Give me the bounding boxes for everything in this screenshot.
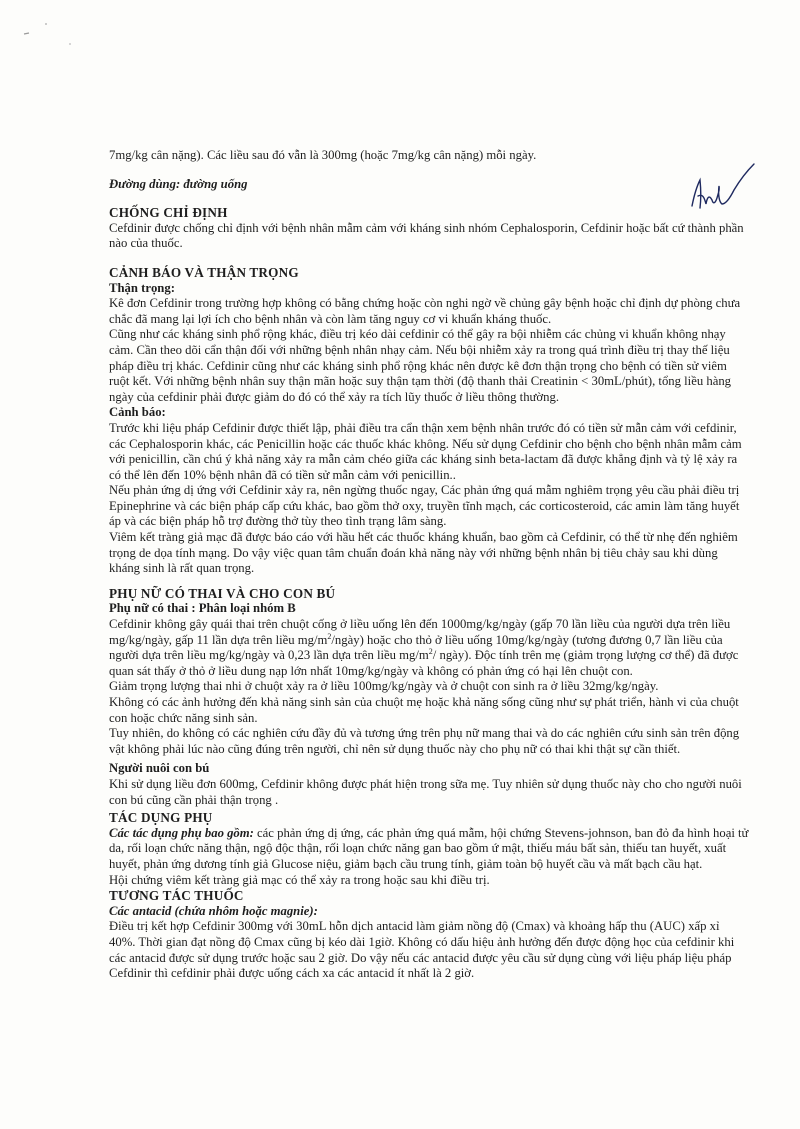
- side-effects-text-2: Hội chứng viêm kết tràng giả mạc có thể xảy ra trong hoặc sau khi điều trị.: [109, 872, 490, 887]
- pregnancy-paragraph-4: Tuy nhiên, do không có các nghiên cứu đầy đủ và tương ứng trên phụ nữ mang thai và do các nghiên cứu sinh sản trên động vật không phải lúc nào cũng đúng trên người, chỉ nên sử dụng thuốc này cho phụ nữ có thai khi thật sự cần thiết.: [109, 726, 740, 756]
- pregnancy-paragraph-2: Giảm trọng lượng thai nhi ở chuột xảy ra ở liều 100mg/kg/ngày và ở chuột con sinh ra ở liều 32mg/kg/ngày.: [109, 679, 659, 694]
- subheading-nursing: Người nuôi con bú: [109, 761, 210, 776]
- heading-contraindications: CHỐNG CHỈ ĐỊNH: [109, 205, 228, 221]
- subheading-pregnancy-category: Phụ nữ có thai : Phân loại nhóm B: [109, 601, 296, 616]
- heading-warnings-precautions: CẢNH BÁO VÀ THẬN TRỌNG: [109, 264, 299, 280]
- intro-paragraph: 7mg/kg cân nặng). Các liều sau đó vẫn là 300mg (hoặc 7mg/kg cân nặng) mỗi ngày.: [109, 148, 537, 162]
- warning-paragraph-3: Viêm kết tràng giả mạc đã được báo cáo với hầu hết các thuốc kháng khuẩn, bao gồm cả Cefdinir, có thể từ nhẹ đến nghiêm trọng de dọa tính mạng. Do vậy việc quan tâm chuẩn đoán khả năng này với những bệnh nhân bị tiêu chảy sau khi dùng kháng sinh là rất quan trọng.: [109, 530, 738, 576]
- caution-paragraph-1: Kê đơn Cefdinir trong trường hợp không có bằng chứng hoặc còn nghi ngờ về chủng gây bệnh hoặc chỉ định dự phòng chưa chắc đã mang lại lợi ích cho bệnh nhân và còn làm tăng nguy cơ vi khuẩn kháng thuốc.: [109, 296, 741, 326]
- heading-drug-interactions: TƯƠNG TÁC THUỐC: [109, 888, 244, 904]
- warning-paragraph-2: Nếu phản ứng dị ứng với Cefdinir xảy ra, nên ngừng thuốc ngay, Các phản ứng quá mẫm nghiêm trọng yêu cầu phải điều trị Epinephrine và các biện pháp cấp cứu khác, bao gồm thở oxy, truyền tĩnh mạch, các corticosteroid, các amin làm tăng huyết áp và các biện pháp hỗ trợ đường thở tùy theo tình trạng lâm sàng.: [109, 483, 740, 529]
- document-body: [109, 148, 749, 982]
- subheading-caution: Thận trọng:: [109, 280, 175, 295]
- interactions-text: Điều trị kết hợp Cefdinir 300mg với 30mL hỗn dịch antacid làm giảm nồng độ (Cmax) và khoảng hấp thu (AUC) xấp xỉ 40%. Thời gian đạt nồng độ Cmax cũng bị kéo dài 1giờ. Không có dấu hiệu ảnh hưởng đến được động học của cefdinir khi các antacid được sử dụng trước hoặc sau 2 giờ. Do vậy nếu các antacid được yêu cầu sử dụng cùng với liệu pháp liệu pháp Cefdinir thì cefdinir phải được uống cách xa các antacid ít nhất là 2 giờ.: [109, 919, 735, 981]
- heading-side-effects: TÁC DỤNG PHỤ: [109, 810, 213, 826]
- heading-pregnancy-lactation: PHỤ NỮ CÓ THAI VÀ CHO CON BÚ: [109, 585, 336, 601]
- contraindications-text: Cefdinir được chống chỉ định với bệnh nhân mẫm cảm với kháng sinh nhóm Cephalosporin, Cefdinir hoặc bất cứ thành phần nào của thuốc.: [109, 220, 744, 251]
- pregnancy-paragraph-1: Cefdinir không gây quái thai trên chuột cống ở liều uống lên đến 1000mg/kg/ngày (gấp 70 lần liều của người dựa trên liều mg/kg/ngày, gấp 11 lần dựa trên liều $mg/m^2/ngày$) hoặc cho thỏ ở liều uống 10mg/kg/ngày (tương đương 0,7 lần liều của người dựa trên liều mg/kg/ngày và 0,23 lần dựa trên liều $mg/m^2/$ ngày). Độc tính trên mẹ (giảm trọng lượng cơ thể) đã được quan sát thấy ở thỏ ở liều dung nạp lớn nhất 10mg/kg/ngày và không có phản ứng có hại lên chuột con.: [109, 617, 739, 678]
- route-of-administration: Đường dùng: đường uống: [109, 176, 248, 191]
- warning-paragraph-1: Trước khi liệu pháp Cefdinir được thiết lập, phải điều tra cẩn thận xem bệnh nhân trước đó có tiền sử mẫn cảm với cefdinir, các Cephalosporin khác, các Penicillin hoặc các thuốc khác không. Nếu sử dụng Cefdinir cho bệnh cho bệnh nhân mẫm cảm với penicillin, cần chú ý khả năng xảy ra mẫn cảm chéo giữa các kháng sinh beta-lactam đã được khẳng định và tỷ lệ xảy ra có thể lên đến 10% bệnh nhân đã có tiền sử mẫn cảm với penicillin..: [109, 420, 742, 482]
- subheading-warning: Cảnh báo:: [109, 405, 166, 420]
- scan-mark-decoration: [18, 18, 78, 48]
- side-effects-text: Các tác dụng phụ bao gồm: các phản ứng dị ứng, các phản ứng quá mẫm, hội chứng Stevens-johnson, ban đỏ đa hình hoại tử da, rối loạn chức năng thận, ngộ độc thận, rối loạn chức năng gan bao gồm ứ mật, thiếu máu bất sản, thiếu tan huyết, xuất huyết, phản ứng dương tính giả Glucose niệu, giảm bạch cầu trung tính, giảm toàn bộ huyết cầu và mất bạch cầu hạt.: [109, 825, 749, 871]
- pregnancy-paragraph-3: Không có các ảnh hưởng đến khả năng sinh sản của chuột mẹ hoặc khả năng sống cũng như sự phát triển, hành vi của chuột con hoặc chức năng sinh sản.: [109, 695, 739, 725]
- caution-paragraph-2: Cũng như các kháng sinh phổ rộng khác, điều trị kéo dài cefdinir có thể gây ra bội nhiễm các chủng vi khuẩn không nhạy cảm. Cần theo dõi cẩn thận đối với những bệnh nhân nhạy cảm. Nếu bội nhiễm xảy ra trong quá trình điều trị thay thế liệu pháp điều trị khác. Cefdinir cũng như các kháng sinh phổ rộng khác nên được kê đơn thận trọng cho bệnh có tiền sử viêm ruột kết. Với những bệnh nhân suy thận mãn hoặc suy thận tạm thời (độ thanh thải Creatinin < 30mL/phút), tổng liều hàng ngày của cefdinir phải được giảm do đó có thể xảy ra tích lũy thuốc ở liều thông thường.: [109, 327, 732, 404]
- subheading-antacids: Các antacid (chứa nhôm hoặc magnie):: [109, 903, 318, 918]
- nursing-text: Khi sử dụng liều đơn 600mg, Cefdinir không được phát hiện trong sữa mẹ. Tuy nhiên sử dụng thuốc này cho cho người nuôi con bú cũng cần phải thận trọng .: [109, 776, 742, 807]
